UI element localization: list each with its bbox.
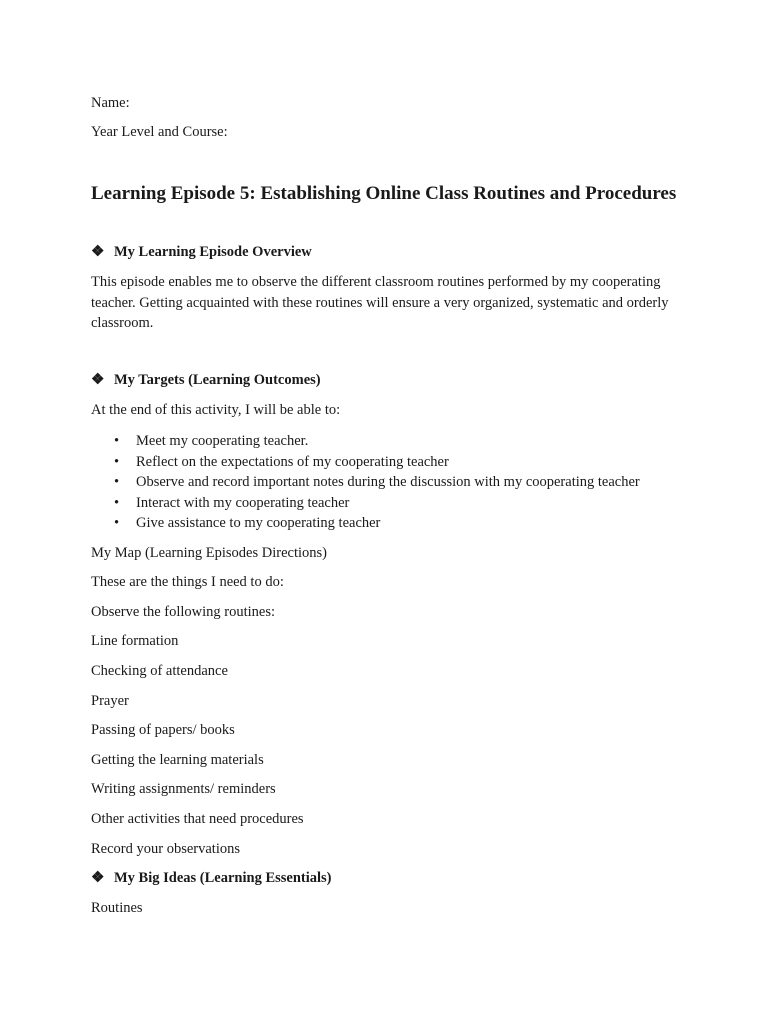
list-item: • Reflect on the expectations of my cooperating teacher [91, 452, 640, 473]
big-ideas-text: Routines [91, 900, 143, 916]
big-ideas-heading-text: My Big Ideas (Learning Essentials) [114, 870, 332, 886]
list-item: • Meet my cooperating teacher. [91, 431, 640, 452]
map-line: These are the things I need to do: [91, 574, 284, 590]
map-heading: My Map (Learning Episodes Directions) [91, 545, 327, 561]
overview-heading [91, 242, 312, 262]
document-title: Learning Episode 5: Establishing Online Class Routines and Procedures [91, 183, 677, 204]
targets-heading-text: My Targets (Learning Outcomes) [114, 372, 321, 388]
diamond-bullet-icon: ❖ [91, 870, 105, 886]
routine-item: Getting the learning materials [91, 752, 264, 768]
bullet-dot: • [114, 494, 120, 511]
routine-item: Checking of attendance [91, 663, 228, 679]
bullet-dot: • [114, 474, 120, 490]
overview-heading-text: My Learning Episode Overview [114, 244, 312, 260]
diamond-bullet-icon: ❖ [91, 244, 105, 260]
routine-item: Passing of papers/ books [91, 722, 235, 738]
list-item: • Observe and record important notes during the discussion with my cooperating teacher [91, 472, 640, 493]
map-line: Observe the following routines: [91, 604, 276, 620]
bullet-dot: • [114, 453, 120, 470]
list-item: • Interact with my cooperating teacher [91, 493, 640, 514]
big-ideas-heading [91, 868, 332, 888]
diamond-bullet-icon: ❖ [91, 372, 105, 388]
name-label: Name: [91, 95, 130, 111]
routine-item: Writing assignments/ reminders [91, 781, 276, 797]
targets-list [91, 431, 640, 534]
overview-paragraph: This episode enables me to observe the different classroom routines performed by my cooperating teacher. Getting acquainted with these routines will ensure a very organized, systematic and orderly classroom. [91, 274, 669, 331]
map-line: Record your observations [91, 841, 240, 857]
bullet-dot: • [114, 433, 120, 449]
routine-item: Other activities that need procedures [91, 811, 304, 827]
targets-intro: At the end of this activity, I will be able to: [91, 402, 341, 418]
targets-heading [91, 370, 321, 390]
year-level-label: Year Level and Course: [91, 124, 228, 140]
routine-item: Line formation [91, 633, 179, 649]
bullet-dot: • [114, 515, 120, 531]
list-item: • Give assistance to my cooperating teacher [91, 513, 640, 534]
routine-item: Prayer [91, 693, 129, 709]
